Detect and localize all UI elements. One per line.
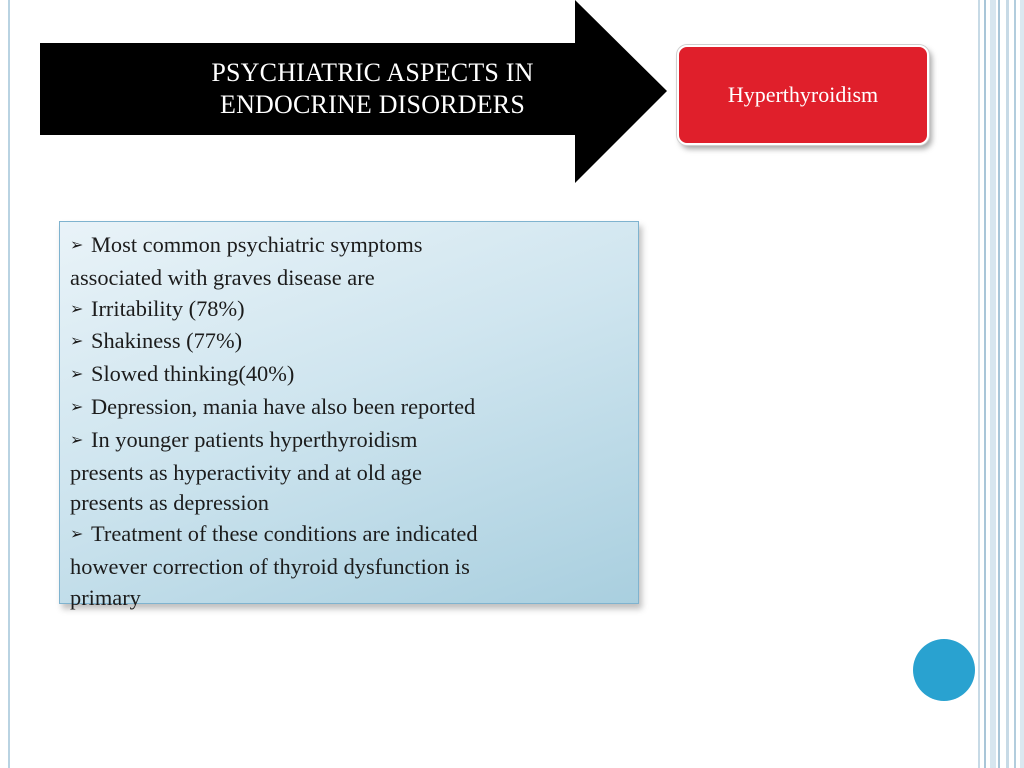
content-line xyxy=(70,425,630,458)
content-line-text: Irritability (78%) xyxy=(91,295,245,321)
content-line xyxy=(70,392,630,425)
content-line-text: Treatment of these conditions are indicated xyxy=(91,521,478,547)
slide-title xyxy=(80,57,665,121)
content-line-text: presents as depression xyxy=(70,490,269,516)
arrowhead-bullet-icon: ➢ xyxy=(70,524,84,544)
right-decorative-stripes xyxy=(978,0,1024,768)
content-line xyxy=(70,294,630,327)
stripe xyxy=(984,0,986,768)
content-line xyxy=(70,519,630,552)
content-line-text: associated with graves disease are xyxy=(70,264,375,290)
stripe xyxy=(1006,0,1009,768)
content-line-text: primary xyxy=(70,584,141,610)
topic-label: Hyperthyroidism xyxy=(727,82,879,107)
left-border-line xyxy=(8,0,10,768)
arrowhead-bullet-icon: ➢ xyxy=(70,331,84,351)
content-line xyxy=(70,263,630,294)
topic-box xyxy=(677,45,929,145)
arrowhead-bullet-icon: ➢ xyxy=(70,235,84,254)
stripe xyxy=(1020,0,1024,768)
arrowhead-bullet-icon: ➢ xyxy=(70,396,84,416)
content-line xyxy=(70,552,630,583)
arrowhead-bullet-icon: ➢ xyxy=(70,429,84,449)
stripe xyxy=(978,0,980,768)
content-line xyxy=(70,488,630,519)
content-line xyxy=(70,583,630,614)
content-line xyxy=(70,359,630,392)
title-arrow xyxy=(40,0,670,184)
arrowhead-bullet-icon: ➢ xyxy=(70,364,84,384)
content-line-text: presents as hyperactivity and at old age xyxy=(70,459,422,485)
content-box xyxy=(59,221,639,610)
decorative-circle xyxy=(913,639,975,701)
content-line-text: In younger patients hyperthyroidism xyxy=(91,426,418,452)
content-line-text: Slowed thinking(40%) xyxy=(91,361,295,387)
slide-title-line2: ENDOCRINE DISORDERS xyxy=(220,90,525,119)
arrowhead-bullet-icon: ➢ xyxy=(70,298,84,318)
stripe xyxy=(998,0,1000,768)
content-line-text: however correction of thyroid dysfunction is xyxy=(70,553,470,579)
content-line-text: Most common psychiatric symptoms xyxy=(91,232,423,257)
stripe xyxy=(990,0,996,768)
slide-title-line1: PSYCHIATRIC ASPECTS IN xyxy=(211,58,534,87)
stripe xyxy=(1014,0,1016,768)
content-line xyxy=(70,230,630,263)
content-line-text: Depression, mania have also been reported xyxy=(91,393,476,419)
content-line-text: Shakiness (77%) xyxy=(91,328,243,354)
content-line xyxy=(70,326,630,359)
content-line xyxy=(70,458,630,489)
